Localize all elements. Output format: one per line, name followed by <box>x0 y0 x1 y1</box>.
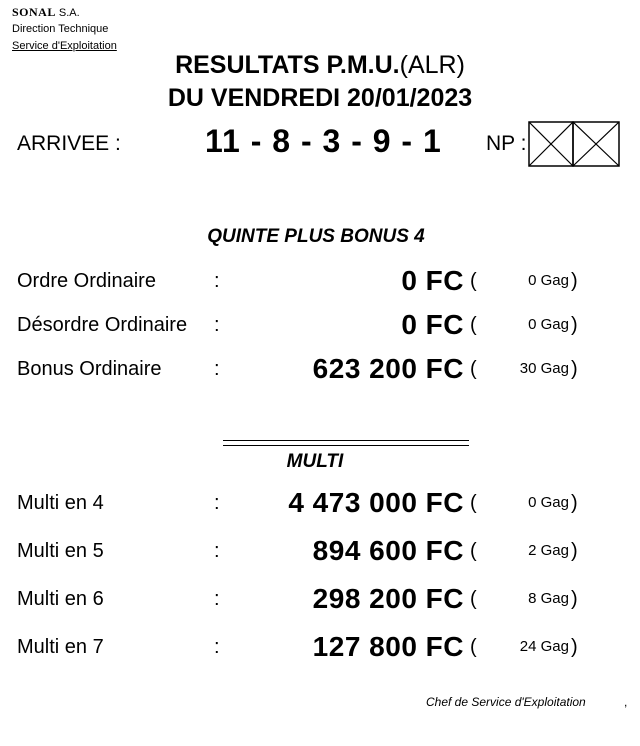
row-label: Bonus Ordinaire <box>17 358 162 380</box>
row-paren-open: ( <box>470 588 477 610</box>
np-label: NP : <box>486 132 527 155</box>
np-crossed-boxes <box>528 121 620 167</box>
row-paren-close: ) <box>571 358 578 380</box>
row-gagnants: 8 Gag <box>528 590 569 607</box>
multi-row <box>0 629 640 665</box>
row-amount: 0 FC <box>401 265 464 296</box>
company-suffix: S.A. <box>58 7 80 19</box>
row-amount: 298 200 FC <box>312 583 464 614</box>
row-amount: 127 800 FC <box>312 631 464 662</box>
row-gagnants: 0 Gag <box>528 272 569 289</box>
row-paren-open: ( <box>470 358 477 380</box>
row-gagnants: 24 Gag <box>519 638 569 655</box>
row-colon: : <box>214 636 220 658</box>
quinte-row <box>0 263 640 299</box>
row-paren-close: ) <box>571 588 578 610</box>
title-main: RESULTATS P.M.U. <box>175 51 400 79</box>
company-name: SONAL <box>12 5 56 19</box>
section-divider <box>223 440 469 446</box>
row-paren-open: ( <box>470 270 477 292</box>
row-paren-open: ( <box>470 636 477 658</box>
row-paren-close: ) <box>571 636 578 658</box>
row-colon: : <box>214 358 220 380</box>
row-label: Multi en 5 <box>17 540 104 562</box>
quinte-row <box>0 307 640 343</box>
multi-section-title: MULTI <box>286 451 344 472</box>
trailing-comma: , <box>624 695 628 709</box>
department-text: Direction Technique <box>12 23 109 35</box>
signature-line: Chef de Service d'Exploitation <box>426 695 586 709</box>
row-label: Multi en 7 <box>17 636 104 658</box>
row-amount: 894 600 FC <box>312 535 464 566</box>
row-label: Ordre Ordinaire <box>17 270 156 292</box>
row-amount: 623 200 FC <box>312 353 464 384</box>
multi-row <box>0 485 640 521</box>
row-colon: : <box>214 492 220 514</box>
quinte-row <box>0 351 640 387</box>
row-paren-open: ( <box>470 540 477 562</box>
row-gagnants: 0 Gag <box>528 494 569 511</box>
page-subtitle: DU VENDREDI 20/01/2023 <box>167 84 473 112</box>
page-title <box>0 51 640 80</box>
arrivee-label: ARRIVEE : <box>17 132 121 155</box>
company-brand <box>12 6 80 19</box>
row-paren-close: ) <box>571 314 578 336</box>
row-paren-open: ( <box>470 492 477 514</box>
title-suffix: (ALR) <box>399 51 465 79</box>
row-amount: 4 473 000 FC <box>288 487 464 518</box>
quinte-section-title: QUINTE PLUS BONUS 4 <box>207 226 425 247</box>
row-gagnants: 0 Gag <box>528 316 569 333</box>
row-gagnants: 30 Gag <box>519 360 569 377</box>
service-text: Service d'Exploitation <box>12 40 117 52</box>
row-colon: : <box>214 270 220 292</box>
row-label: Multi en 6 <box>17 588 104 610</box>
row-amount: 0 FC <box>401 309 464 340</box>
row-colon: : <box>214 540 220 562</box>
row-label: Multi en 4 <box>17 492 104 514</box>
row-paren-close: ) <box>571 540 578 562</box>
row-paren-close: ) <box>571 270 578 292</box>
row-colon: : <box>214 314 220 336</box>
row-paren-open: ( <box>470 314 477 336</box>
multi-row <box>0 581 640 617</box>
multi-row <box>0 533 640 569</box>
arrivee-numbers: 11 - 8 - 3 - 9 - 1 <box>205 123 442 159</box>
row-label: Désordre Ordinaire <box>17 314 188 336</box>
row-colon: : <box>214 588 220 610</box>
row-paren-close: ) <box>571 492 578 514</box>
row-gagnants: 2 Gag <box>528 542 569 559</box>
